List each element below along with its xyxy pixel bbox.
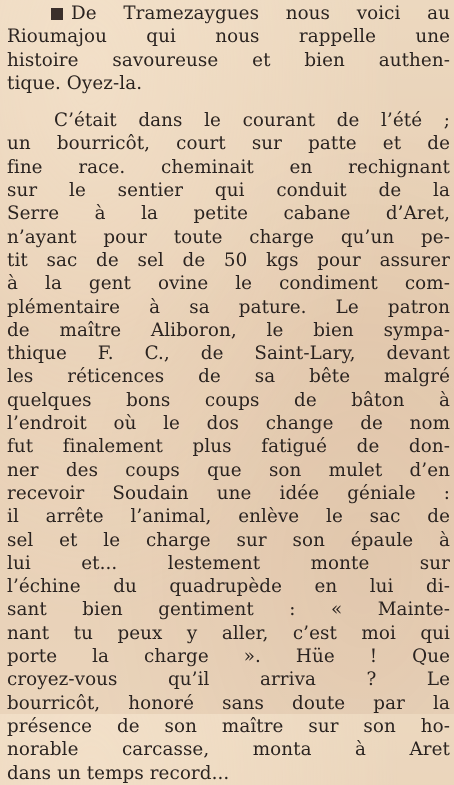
body-line: norable carcasse, monta à Aret <box>7 739 450 761</box>
body-line: il arrête l’animal, enlève le sac de <box>7 506 450 528</box>
body-line: à la gent ovine le condiment com- <box>7 273 450 295</box>
body-line: l’endroit où le dos change de nom <box>7 413 450 435</box>
intro-line: De Tramezaygues nous voici au <box>71 3 450 24</box>
body-line: fut finalement plus fatigué de don- <box>7 436 450 458</box>
body-line: porte la charge ». Hüe ! Que <box>7 646 450 668</box>
body-line: thique F. C., de Saint-Lary, devant <box>7 343 450 365</box>
body-line: fine race. cheminait en rechignant <box>7 156 450 178</box>
body-line: sur le sentier qui conduit de la <box>7 180 450 202</box>
body-line: recevoir Soudain une idée géniale : <box>7 482 450 504</box>
body-line: sant bien gentiment : « Mainte- <box>7 599 450 621</box>
paragraph-gap <box>7 95 450 109</box>
body-line: lui et... lestement monte sur <box>7 552 450 574</box>
intro-line: tique. Oyez-la. <box>7 72 143 94</box>
body-line: quelques bons coups de bâton à <box>7 389 450 411</box>
body-line: Serre à la petite cabane d’Aret, <box>7 203 450 225</box>
body-line: nant tu peux y aller, c’est moi qui <box>7 622 450 644</box>
body-line: bourricôt, honoré sans doute par la <box>7 692 450 714</box>
body-line: ner des coups que son mulet d’en <box>7 459 450 481</box>
intro-first-line <box>7 2 450 25</box>
body-line: les réticences de sa bête malgré <box>7 366 450 388</box>
body-line: l’échine du quadrupède en lui di- <box>7 576 450 598</box>
body-line: présence de son maître sur son ho- <box>7 715 450 737</box>
body-line: un bourricôt, court sur patte et de <box>7 133 450 155</box>
body-line: C’était dans le courant de l’été ; <box>54 110 450 132</box>
intro-line: histoire savoureuse et bien authen- <box>7 49 450 71</box>
square-bullet-icon <box>51 8 63 20</box>
body-line: sel et le charge sur son épaule à <box>7 529 450 551</box>
body-line: croyez-vous qu’il arriva ? Le <box>7 669 450 691</box>
body-line: n’ayant pour toute charge qu’un pe- <box>7 226 450 248</box>
intro-line: Rioumajou qui nous rappelle une <box>7 26 450 48</box>
body-line: plémentaire à sa pature. Le patron <box>7 296 450 318</box>
body-line: de maître Aliboron, le bien sympa- <box>7 319 450 341</box>
body-line: tit sac de sel de 50 kgs pour assurer <box>7 249 450 271</box>
body-line: dans un temps record... <box>7 762 230 784</box>
